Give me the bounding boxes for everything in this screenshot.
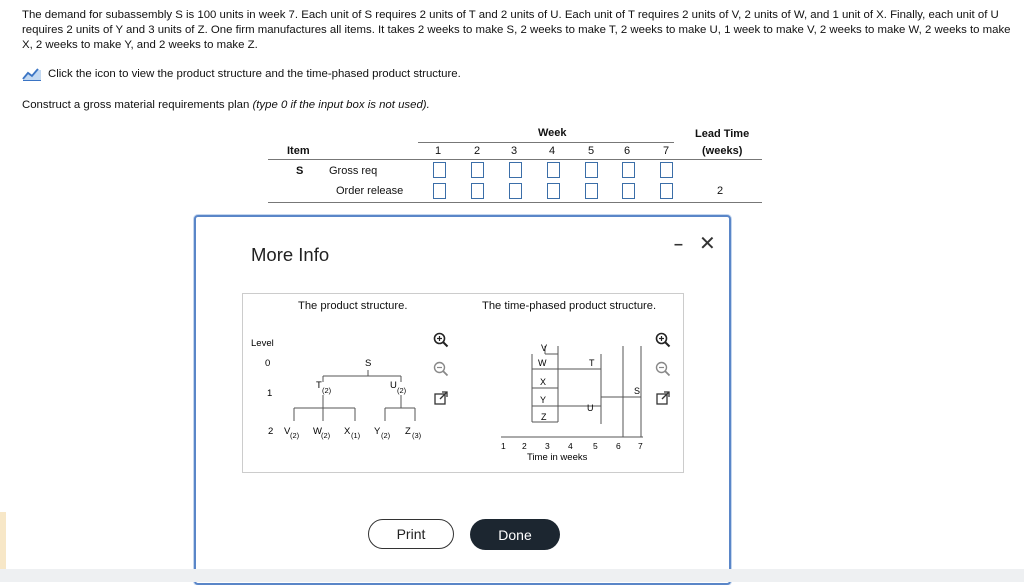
bottom-bar: [0, 569, 1024, 582]
week-header: Week: [538, 127, 567, 139]
node-y: Y: [374, 426, 381, 437]
node-z-qty: (3): [412, 431, 422, 440]
node-t-qty: (2): [322, 386, 332, 395]
lead-time-header: Lead Time: [695, 128, 750, 140]
gross-req-week-1-input[interactable]: [433, 162, 446, 178]
product-structure-link[interactable]: [22, 67, 461, 81]
left-accent-rail: [0, 512, 6, 569]
zoom-out-icon[interactable]: [433, 361, 449, 377]
tp-label-z: Z: [541, 412, 547, 422]
order-release-week-1-input[interactable]: [433, 183, 446, 199]
week-5: 5: [588, 145, 595, 157]
lead-time-value: 2: [717, 185, 724, 197]
gross-req-week-7-input[interactable]: [660, 162, 673, 178]
tp-label-y: Y: [540, 395, 547, 405]
level-2: 2: [268, 426, 274, 437]
node-v-qty: (2): [290, 431, 300, 440]
tp-label-s: S: [634, 386, 641, 396]
construct-text: Construct a gross material requirements plan: [22, 99, 253, 111]
week-4: 4: [549, 145, 556, 157]
tick-7: 7: [638, 441, 643, 451]
order-release-week-2-input[interactable]: [471, 183, 484, 199]
tp-label-t: T: [589, 358, 595, 368]
week-7: 7: [663, 145, 670, 157]
node-y-qty: (2): [381, 431, 391, 440]
open-external-icon[interactable]: [655, 390, 671, 406]
construct-hint: (type 0 if the input box is not used).: [252, 99, 430, 111]
tick-6: 6: [616, 441, 621, 451]
node-v: V: [284, 426, 291, 437]
order-release-week-5-input[interactable]: [585, 183, 598, 199]
order-release-week-3-input[interactable]: [509, 183, 522, 199]
gross-req-week-6-input[interactable]: [622, 162, 635, 178]
close-button[interactable]: ✕: [699, 233, 716, 255]
structure-diagrams: [243, 294, 683, 472]
time-phased-caption: The time-phased product structure.: [482, 300, 657, 312]
lead-time-unit: (weeks): [702, 145, 743, 157]
modal-title: More Info: [251, 244, 330, 265]
zoom-in-icon[interactable]: [433, 332, 449, 348]
gross-req-week-4-input[interactable]: [547, 162, 560, 178]
order-release-week-6-input[interactable]: [622, 183, 635, 199]
time-phased-chart: [501, 343, 643, 463]
figure-panel: [242, 293, 684, 473]
node-u: U: [390, 380, 397, 391]
tick-1: 1: [501, 441, 506, 451]
node-z: Z: [405, 426, 411, 437]
week-1: 1: [435, 145, 442, 157]
level-0: 0: [265, 358, 271, 369]
week-2: 2: [474, 145, 481, 157]
item-s: S: [296, 165, 304, 177]
tick-4: 4: [568, 441, 573, 451]
order-release-week-7-input[interactable]: [660, 183, 673, 199]
more-info-modal: [194, 215, 731, 585]
construct-instruction: [22, 99, 430, 111]
time-axis-label: Time in weeks: [527, 452, 588, 463]
mrp-table: [268, 126, 762, 206]
node-s: S: [365, 358, 372, 369]
gross-req-week-3-input[interactable]: [509, 162, 522, 178]
table-bottom-line: [268, 202, 762, 203]
icon-link-text: Click the icon to view the product structure and the time-phased product structure.: [48, 68, 461, 80]
order-release-label: Order release: [336, 185, 404, 197]
node-w-qty: (2): [321, 431, 331, 440]
gross-req-week-2-input[interactable]: [471, 162, 484, 178]
zoom-out-icon[interactable]: [655, 361, 671, 377]
problem-statement: The demand for subassembly S is 100 units in week 7. Each unit of S requires 2 units of T and 2 units of U. Each unit of T requires 2 units of V, 2 units of W, and 1 unit of X. Finally, each unit of U requires 2 units of Y and 3 units of Z. One firm manufactures all items. It takes 2 weeks to make S, 2 weeks to make T, 2 weeks to make U, 1 week to make V, 2 weeks to make W, 2 weeks to make X, 2 weeks to make Y, and 2 weeks to make Z.: [22, 9, 1011, 51]
level-1: 1: [267, 388, 273, 399]
print-button[interactable]: Print: [368, 519, 454, 549]
tp-label-u: U: [587, 403, 594, 413]
gross-req-label: Gross req: [329, 165, 378, 177]
minimize-button[interactable]: –: [674, 236, 683, 253]
node-w: W: [313, 426, 322, 437]
done-button[interactable]: Done: [470, 519, 560, 550]
product-structure-tree: [251, 338, 422, 440]
item-header: Item: [287, 145, 310, 157]
open-external-icon[interactable]: [433, 390, 449, 406]
week-divider: [418, 142, 674, 143]
order-release-week-4-input[interactable]: [547, 183, 560, 199]
tp-label-x: X: [540, 377, 547, 387]
week-6: 6: [624, 145, 631, 157]
level-label: Level: [251, 338, 274, 349]
chart-icon[interactable]: [22, 67, 42, 81]
tick-5: 5: [593, 441, 598, 451]
header-divider: [268, 159, 762, 160]
tp-label-v: V: [541, 343, 548, 353]
node-t: T: [316, 380, 322, 391]
week-3: 3: [511, 145, 518, 157]
tick-2: 2: [522, 441, 527, 451]
zoom-in-icon[interactable]: [655, 332, 671, 348]
tp-label-w: W: [538, 358, 547, 368]
node-x-qty: (1): [351, 431, 361, 440]
gross-req-week-5-input[interactable]: [585, 162, 598, 178]
node-u-qty: (2): [397, 386, 407, 395]
node-x: X: [344, 426, 351, 437]
product-structure-caption: The product structure.: [298, 300, 408, 312]
tick-3: 3: [545, 441, 550, 451]
